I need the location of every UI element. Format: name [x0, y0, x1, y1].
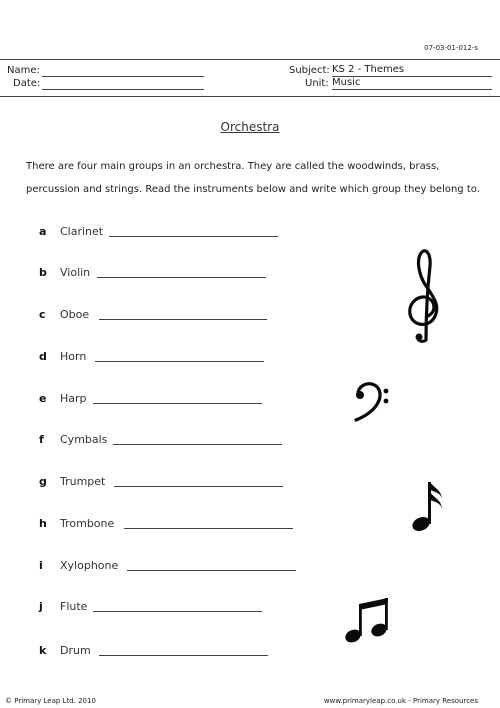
question-letter: g — [39, 475, 47, 488]
question-instrument: Horn — [60, 350, 87, 363]
question-instrument: Xylophone — [60, 559, 119, 572]
subject-value: KS 2 - Themes — [332, 64, 492, 77]
answer-line[interactable] — [99, 319, 267, 320]
worksheet-code: 07-03-01-012-s — [424, 44, 478, 52]
question-letter: f — [39, 433, 44, 446]
sixteenth-note-icon — [408, 478, 448, 534]
question-letter: d — [39, 350, 47, 363]
question-instrument: Clarinet — [60, 225, 104, 238]
intro-line-1: There are four main groups in an orchestra. They are called the woodwinds, brass, — [26, 161, 440, 172]
unit-value: Music — [332, 77, 492, 90]
question-letter: i — [39, 559, 43, 572]
page-title: Orchestra — [220, 120, 280, 134]
question-instrument: Trombone — [60, 517, 115, 530]
bass-clef-icon — [352, 378, 392, 424]
question-instrument: Cymbals — [60, 433, 108, 446]
question-letter: e — [39, 392, 47, 405]
footer-website: www.primaryleap.co.uk - Primary Resources — [323, 697, 478, 705]
name-label: Name: — [7, 65, 40, 76]
answer-line[interactable] — [97, 277, 266, 278]
question-letter: c — [39, 308, 46, 321]
header-bottom-rule — [0, 96, 500, 97]
question-letter: b — [39, 266, 47, 279]
answer-line[interactable] — [93, 403, 262, 404]
question-instrument: Trumpet — [60, 475, 106, 488]
question-instrument: Violin — [60, 266, 91, 279]
name-field[interactable] — [42, 64, 204, 77]
answer-line[interactable] — [93, 611, 262, 612]
question-instrument: Flute — [60, 600, 88, 613]
header-top-rule — [0, 59, 500, 60]
subject-label: Subject: — [289, 65, 330, 76]
answer-line[interactable] — [114, 486, 283, 487]
intro-line-2: percussion and strings. Read the instruments below and write which group they belong to. — [26, 184, 480, 195]
question-instrument: Oboe — [60, 308, 90, 321]
answer-line[interactable] — [109, 236, 278, 237]
beamed-eighth-notes-icon — [343, 594, 391, 646]
date-field[interactable] — [42, 77, 204, 90]
treble-clef-icon — [402, 244, 446, 344]
question-instrument: Drum — [60, 644, 91, 657]
question-letter: h — [39, 517, 47, 530]
question-letter: k — [39, 644, 47, 657]
footer-copyright: © Primary Leap Ltd. 2010 — [5, 697, 96, 705]
question-instrument: Harp — [60, 392, 87, 405]
unit-label: Unit: — [305, 78, 329, 89]
answer-line[interactable] — [127, 570, 296, 571]
question-letter: j — [39, 600, 43, 613]
answer-line[interactable] — [95, 361, 264, 362]
answer-line[interactable] — [99, 655, 268, 656]
answer-line[interactable] — [113, 444, 282, 445]
answer-line[interactable] — [124, 528, 293, 529]
date-label: Date: — [13, 78, 41, 89]
question-letter: a — [39, 225, 47, 238]
